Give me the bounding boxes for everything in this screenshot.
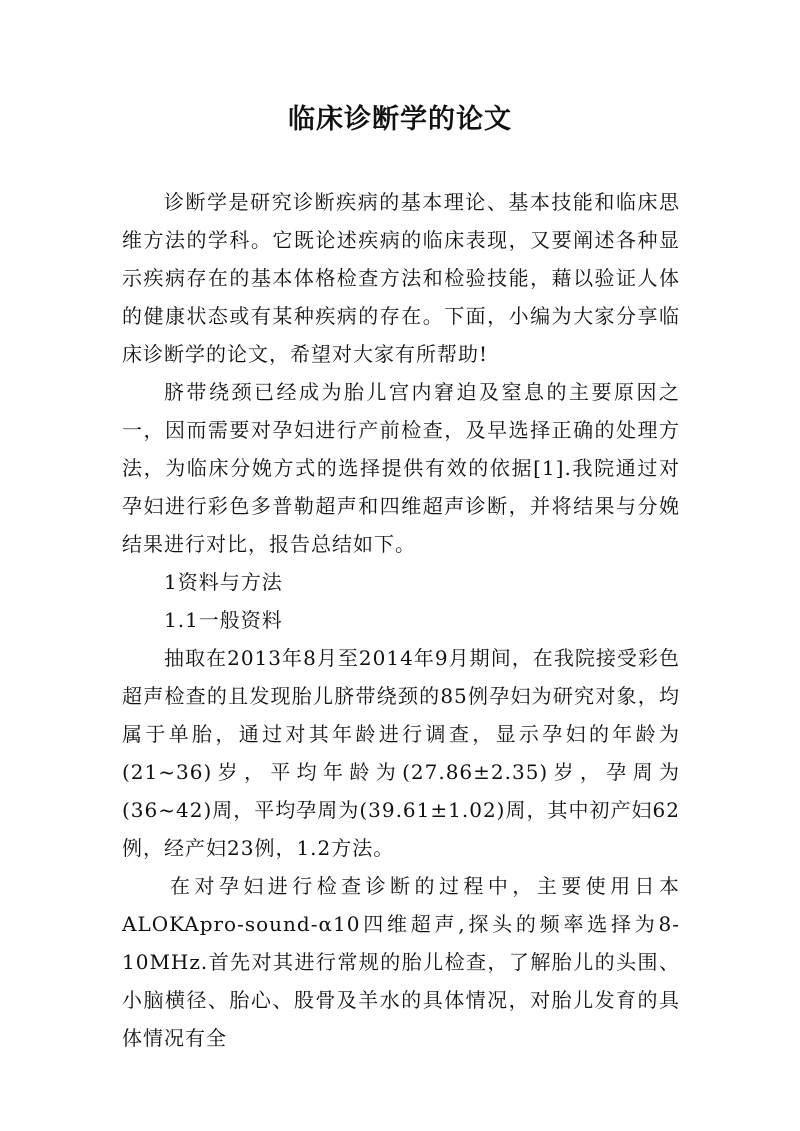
subsection-heading: 1.1一般资料 — [164, 608, 283, 632]
paragraph-general-data: 抽取在2013年8月至2014年9月期间，在我院接受彩色超声检查的且发现胎儿脐带绕颈的85例孕妇为研究对象，均属于单胎，通过对其年龄进行调查，显示孕妇的年龄为(21~36)岁，平均年龄为(27.86±2.35)岁，孕周为(36~42)周，平均孕周为(39.61±1.02)周，其中初产妇62例，经产妇23例，1.2方法。 — [122, 646, 680, 860]
paragraph-methods: 在对孕妇进行检查诊断的过程中，主要使用日本ALOKApro-sound-α10四维超声,探头的频率选择为8-10MHz.首先对其进行常规的胎儿检查，了解胎儿的头围、小脑横径、胎心、股骨及羊水的具体情况，对胎儿发育的具体情况有全 — [122, 874, 680, 1050]
paragraph-intro: 诊断学是研究诊断疾病的基本理论、基本技能和临床思维方法的学科。它既论述疾病的临床表现，又要阐述各种显示疾病存在的基本体格检查方法和检验技能，藉以验证人体的健康状态或有某种疾病的存在。下面，小编为大家分享临床诊断学的论文，希望对大家有所帮助! — [122, 190, 680, 366]
document-body — [122, 183, 680, 1057]
paragraph-background: 脐带绕颈已经成为胎儿宫内窘迫及窒息的主要原因之一，因而需要对孕妇进行产前检查，及早选择正确的处理方法，为临床分娩方式的选择提供有效的依据[1].我院通过对孕妇进行彩色多普勒超声和四维超声诊断，并将结果与分娩结果进行对比，报告总结如下。 — [122, 380, 680, 556]
document-title: 临床诊断学的论文 — [288, 104, 512, 135]
section-heading: 1资料与方法 — [164, 570, 283, 594]
